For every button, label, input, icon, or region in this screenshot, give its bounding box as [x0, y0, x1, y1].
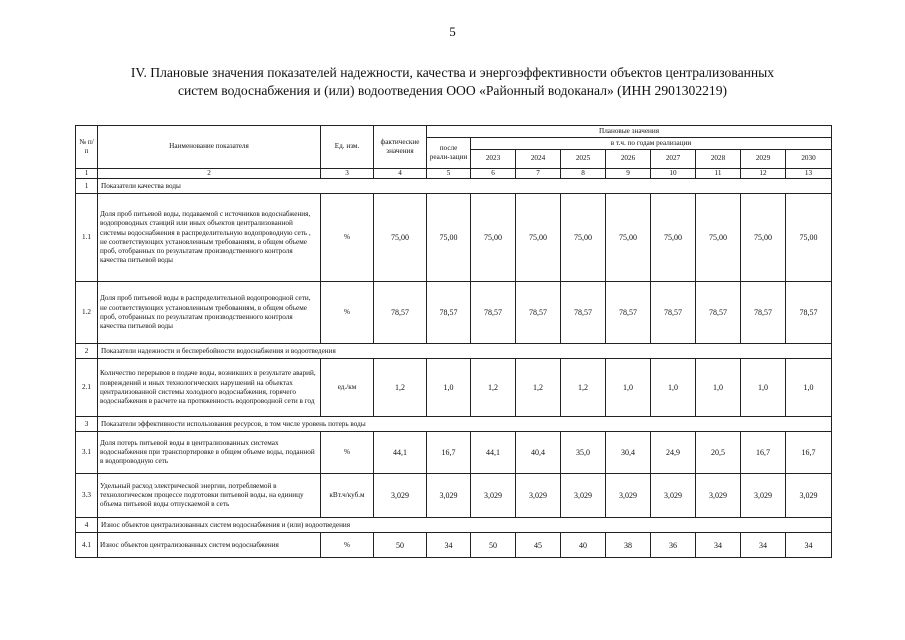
- header-actual: фактические значения: [374, 126, 427, 169]
- header-year: 2029: [741, 150, 786, 169]
- indicator-name: Количество перерывов в подаче воды, возникших в результате аварий, повреждений и иных технологических нарушений на объектах централизованной системы холодного водоснабжения, горячего водоснабжения в расчете на протяженность водопроводной сети в год: [98, 359, 321, 417]
- column-number: 2: [98, 169, 321, 179]
- indicator-value: 78,57: [427, 282, 471, 344]
- section-number: 2: [76, 344, 98, 359]
- header-name: Наименование показателя: [98, 126, 321, 169]
- indicator-unit: ед./км: [321, 359, 374, 417]
- indicator-value: 3,029: [696, 474, 741, 518]
- header-after: после реали-зации: [427, 138, 471, 169]
- indicator-value: 1,0: [696, 359, 741, 417]
- indicator-value: 75,00: [561, 194, 606, 282]
- indicator-value: 45: [516, 533, 561, 558]
- indicator-value: 3,029: [786, 474, 832, 518]
- indicator-value: 40,4: [516, 432, 561, 474]
- column-number: 8: [561, 169, 606, 179]
- indicator-value: 40: [561, 533, 606, 558]
- indicator-value: 78,57: [741, 282, 786, 344]
- row-number: 3.3: [76, 474, 98, 518]
- indicator-value: 16,7: [427, 432, 471, 474]
- indicator-value: 78,57: [651, 282, 696, 344]
- column-number: 11: [696, 169, 741, 179]
- table-row: [76, 533, 832, 558]
- indicator-value: 1,2: [561, 359, 606, 417]
- row-number: 1.2: [76, 282, 98, 344]
- indicator-name: Доля проб питьевой воды, подаваемой с источников водоснабжения, водопроводных станций или иных объектов централизованной системы водоснабжения в распределительную водопроводную сеть , не соответствующих установленным требованиям, в общем объеме проб, отобранных по результатам производственного контроля качества питьевой воды: [98, 194, 321, 282]
- section-title: Показатели эффективности использования ресурсов, в том числе уровень потерь воды: [98, 417, 832, 432]
- title-line-1: IV. Плановые значения показателей надежности, качества и энергоэффективности объектов централизованных: [130, 65, 775, 80]
- column-number: 4: [374, 169, 427, 179]
- section-row: [76, 179, 832, 194]
- indicator-value: 38: [606, 533, 651, 558]
- indicator-value: 3,029: [516, 474, 561, 518]
- header-year: 2027: [651, 150, 696, 169]
- header-year: 2024: [516, 150, 561, 169]
- table-row: [76, 194, 832, 282]
- indicator-value: 50: [374, 533, 427, 558]
- column-number: 12: [741, 169, 786, 179]
- table-row: [76, 282, 832, 344]
- column-number: 10: [651, 169, 696, 179]
- indicator-name: Доля проб питьевой воды в распределительной водопроводной сети, не соответствующих установленным требованиям, в общем объеме проб, отобранных по результатам производственного контроля качества питьевой воды: [98, 282, 321, 344]
- indicator-unit: %: [321, 194, 374, 282]
- row-number: 4.1: [76, 533, 98, 558]
- indicator-value: 75,00: [741, 194, 786, 282]
- indicator-value: 3,029: [427, 474, 471, 518]
- section-number: 1: [76, 179, 98, 194]
- indicator-value: 78,57: [561, 282, 606, 344]
- indicator-value: 78,57: [786, 282, 832, 344]
- header-planned: Плановые значения: [427, 126, 832, 138]
- indicator-value: 1,2: [516, 359, 561, 417]
- section-title: Показатели качества воды: [98, 179, 832, 194]
- column-number: 9: [606, 169, 651, 179]
- indicator-value: 78,57: [374, 282, 427, 344]
- indicator-value: 3,029: [741, 474, 786, 518]
- column-numbers-row: [76, 169, 832, 179]
- header-unit: Ед. изм.: [321, 126, 374, 169]
- title-line-2: систем водоснабжения и (или) водоотведения ООО «Районный водоканал» (ИНН 2901302219): [177, 83, 728, 98]
- indicator-unit: кВт.ч/куб.м: [321, 474, 374, 518]
- indicator-value: 75,00: [786, 194, 832, 282]
- indicator-value: 50: [471, 533, 516, 558]
- indicator-value: 24,9: [651, 432, 696, 474]
- column-number: 7: [516, 169, 561, 179]
- section-number: 3: [76, 417, 98, 432]
- indicator-value: 1,2: [374, 359, 427, 417]
- table-row: [76, 432, 832, 474]
- indicator-value: 75,00: [696, 194, 741, 282]
- indicators-table: [75, 125, 832, 558]
- indicator-value: 44,1: [471, 432, 516, 474]
- indicator-value: 1,0: [427, 359, 471, 417]
- indicator-value: 16,7: [786, 432, 832, 474]
- page-number: 5: [449, 24, 456, 39]
- column-number: 13: [786, 169, 832, 179]
- header-by-years: в т.ч. по годам реализации: [471, 138, 832, 150]
- header-num: № п/п: [76, 126, 98, 169]
- section-row: [76, 518, 832, 533]
- indicator-value: 16,7: [741, 432, 786, 474]
- indicator-unit: %: [321, 432, 374, 474]
- indicator-value: 1,0: [741, 359, 786, 417]
- indicator-value: 20,5: [696, 432, 741, 474]
- indicator-value: 75,00: [374, 194, 427, 282]
- indicator-name: Износ объектов централизованных систем водоснабжения: [98, 533, 321, 558]
- indicator-value: 34: [741, 533, 786, 558]
- header-year: 2030: [786, 150, 832, 169]
- indicator-value: 75,00: [516, 194, 561, 282]
- column-number: 5: [427, 169, 471, 179]
- indicator-unit: %: [321, 533, 374, 558]
- indicator-name: Доля потерь питьевой воды в централизованных системах водоснабжения при транспортировке в общем объеме воды, поданной в водопроводную сеть: [98, 432, 321, 474]
- header-year: 2026: [606, 150, 651, 169]
- section-row: [76, 344, 832, 359]
- indicator-value: 35,0: [561, 432, 606, 474]
- indicator-value: 78,57: [696, 282, 741, 344]
- section-title: Износ объектов централизованных систем водоснабжения и (или) водоотведения: [98, 518, 832, 533]
- section-row: [76, 417, 832, 432]
- column-number: 3: [321, 169, 374, 179]
- indicator-value: 3,029: [606, 474, 651, 518]
- indicator-value: 3,029: [561, 474, 606, 518]
- header-year: 2025: [561, 150, 606, 169]
- header-year: 2023: [471, 150, 516, 169]
- indicator-value: 3,029: [651, 474, 696, 518]
- indicator-value: 75,00: [651, 194, 696, 282]
- column-number: 1: [76, 169, 98, 179]
- indicator-value: 36: [651, 533, 696, 558]
- indicator-value: 78,57: [606, 282, 651, 344]
- header-year: 2028: [696, 150, 741, 169]
- indicator-value: 30,4: [606, 432, 651, 474]
- indicator-value: 1,2: [471, 359, 516, 417]
- row-number: 1.1: [76, 194, 98, 282]
- indicator-value: 75,00: [471, 194, 516, 282]
- indicator-value: 1,0: [651, 359, 696, 417]
- indicator-value: 78,57: [471, 282, 516, 344]
- indicator-unit: %: [321, 282, 374, 344]
- indicator-value: 78,57: [516, 282, 561, 344]
- indicator-value: 44,1: [374, 432, 427, 474]
- indicator-value: 3,029: [374, 474, 427, 518]
- indicator-value: 34: [786, 533, 832, 558]
- section-title: Показатели надежности и бесперебойности водоснабжения и водоотведения: [98, 344, 832, 359]
- section-number: 4: [76, 518, 98, 533]
- indicator-value: 3,029: [471, 474, 516, 518]
- row-number: 2.1: [76, 359, 98, 417]
- table-row: [76, 359, 832, 417]
- indicator-value: 34: [427, 533, 471, 558]
- table-body: [76, 179, 832, 558]
- row-number: 3.1: [76, 432, 98, 474]
- indicator-value: 1,0: [606, 359, 651, 417]
- indicator-value: 34: [696, 533, 741, 558]
- indicator-value: 75,00: [427, 194, 471, 282]
- column-number: 6: [471, 169, 516, 179]
- indicator-value: 1,0: [786, 359, 832, 417]
- table-row: [76, 474, 832, 518]
- indicator-name: Удельный расход электрической энергии, потребляемой в технологическом процессе подготовки питьевой воды, на единицу объема питьевой воды отпускаемой в сеть: [98, 474, 321, 518]
- indicator-value: 75,00: [606, 194, 651, 282]
- document-title: [80, 64, 825, 100]
